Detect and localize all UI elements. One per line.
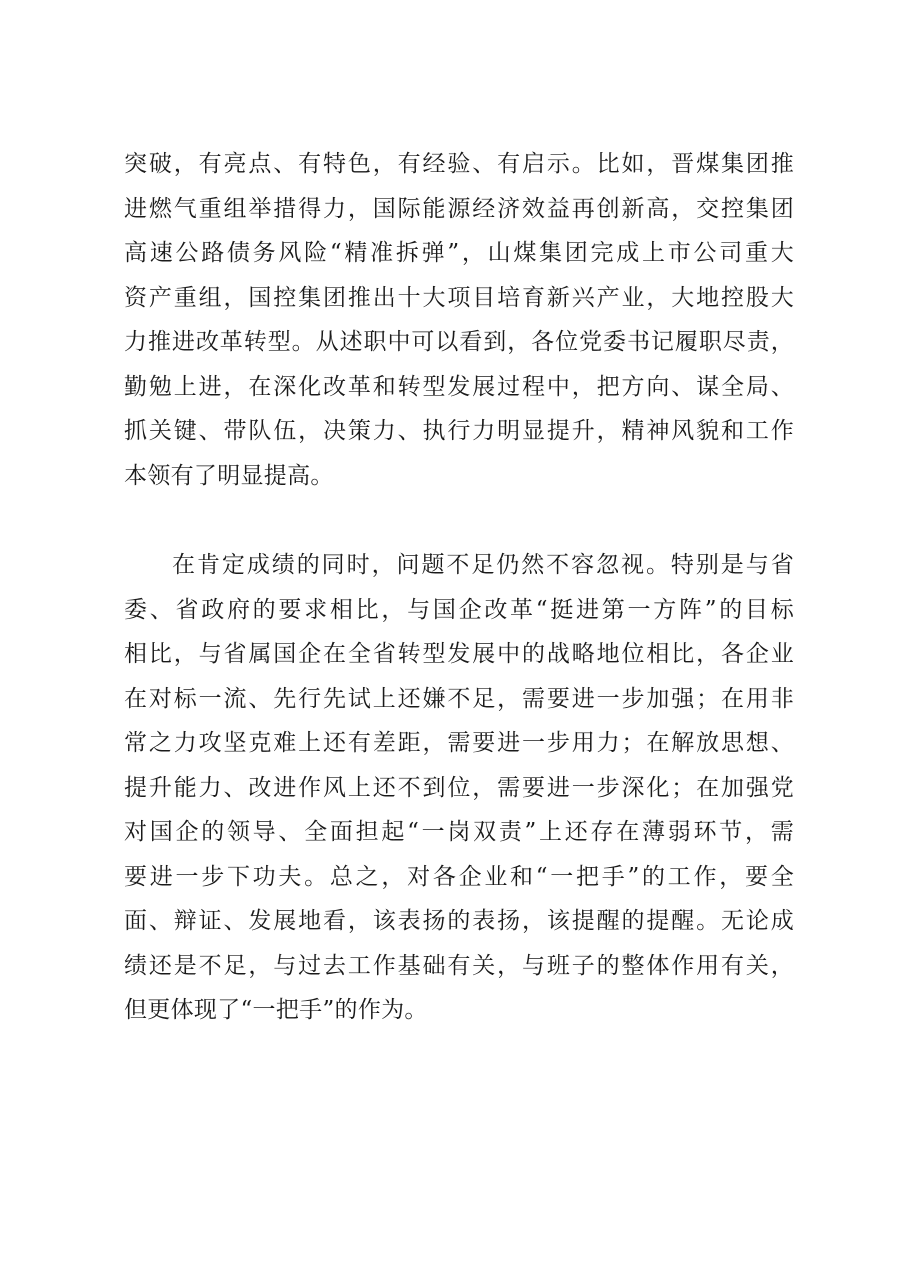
paragraph-line: 提升能力、改进作风上还不到位，需要进一步深化；在加强党 [124, 774, 794, 801]
paragraph-line: 高速公路债务风险“精准拆弹”，山煤集团完成上市公司重大 [124, 240, 794, 266]
paragraph-line: 突破，有亮点、有特色，有经验、有启示。比如，晋煤集团推 [124, 151, 794, 177]
paragraph-line: 要进一步下功夫。总之，对各企业和“一把手”的工作，要全 [124, 863, 794, 890]
paragraph-line: 本领有了明显提高。 [124, 462, 334, 489]
paragraph-line: 进燃气重组举措得力，国际能源经济效益再创新高，交控集团 [124, 195, 794, 222]
paragraph-line: 面、辩证、发展地看，该表扬的表扬，该提醒的提醒。无论成 [124, 908, 794, 934]
paragraph-1 [124, 142, 794, 498]
paragraph-line: 资产重组，国控集团推出十大项目培育新兴产业，大地控股大 [124, 284, 794, 311]
paragraph-line: 在肯定成绩的同时，问题不足仍然不容忽视。特别是与省 [172, 552, 794, 578]
paragraph-line: 在对标一流、先行先试上还嫌不足，需要进一步加强；在用非 [124, 685, 794, 712]
paragraph-line: 委、省政府的要求相比，与国企改革“挺进第一方阵”的目标 [124, 596, 794, 623]
paragraph-line: 绩还是不足，与过去工作基础有关，与班子的整体作用有关， [124, 952, 794, 979]
paragraph-line: 但更体现了“一把手”的作为。 [124, 997, 428, 1023]
paragraph-line: 力推进改革转型。从述职中可以看到，各位党委书记履职尽责， [124, 329, 794, 355]
paragraph-line: 对国企的领导、全面担起“一岗双责”上还存在薄弱环节，需 [124, 819, 794, 845]
paragraph-line: 抓关键、带队伍，决策力、执行力明显提升，精神风貌和工作 [124, 418, 794, 444]
paragraph-2 [124, 543, 794, 1033]
paragraph-line: 相比，与省属国企在全省转型发展中的战略地位相比，各企业 [124, 641, 794, 667]
paragraph-line: 勤勉上进，在深化改革和转型发展过程中，把方向、谋全局、 [124, 373, 794, 400]
paragraph-line: 常之力攻坚克难上还有差距，需要进一步用力；在解放思想、 [124, 730, 794, 756]
